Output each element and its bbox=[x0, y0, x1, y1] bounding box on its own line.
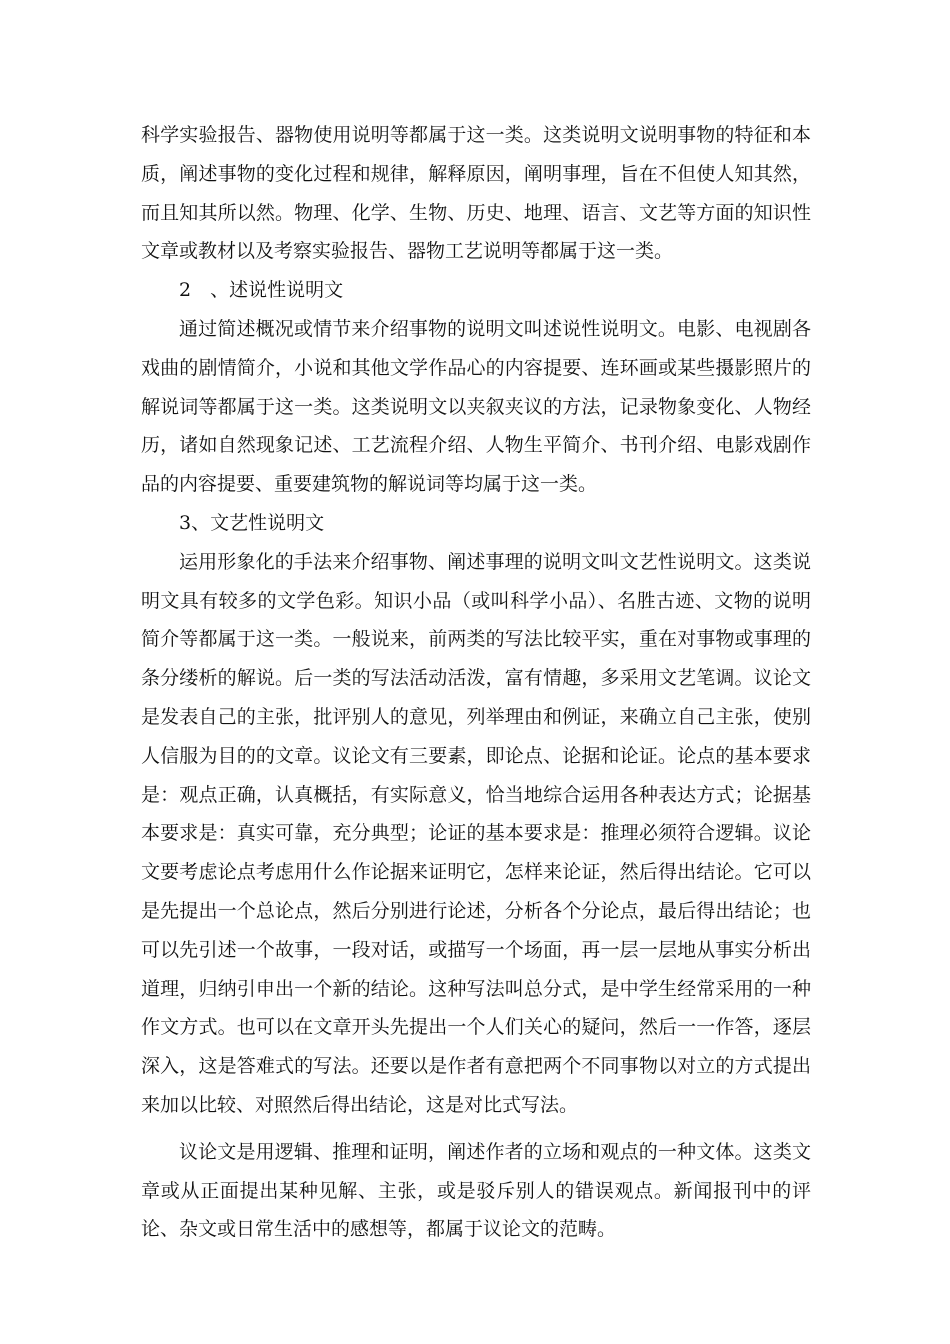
section-heading-3: 3、文艺性说明文 bbox=[179, 511, 325, 534]
section-heading-2: 2 、述说性说明文 bbox=[179, 279, 344, 302]
paragraph-descriptive-exposition: 通过简述概况或情节来介绍事物的说明文叫述说性说明文。电影、电视剧各戏曲的剧情简介，小说和其他文学作品心的内容提要、连环画或某些摄影照片的解说词等都属于这一类。这类说明文以夹叙夹议的方法，记录物象变化、人物经历，诸如自然现象记述、工艺流程介绍、人物生平简介、书刊介绍、电影戏剧作品的内容提要、重要建筑物的解说词等均属于这一类。 bbox=[141, 317, 811, 496]
paragraph-argumentative-essay: 议论文是用逻辑、推理和证明，阐述作者的立场和观点的一种文体。这类文章或从正面提出某种见解、主张，或是驳斥别人的错误观点。新闻报刊中的评论、杂文或日常生活中的感想等，都属于议论文的范畴。 bbox=[141, 1140, 811, 1241]
paragraph-continued: 科学实验报告、器物使用说明等都属于这一类。这类说明文说明事物的特征和本质，阐述事物的变化过程和规律，解释原因，阐明事理，旨在不但使人知其然，而且知其所以然。物理、化学、生物、历史、地理、语言、文艺等方面的知识性文章或教材以及考察实验报告、器物工艺说明等都属于这一类。 bbox=[141, 124, 811, 263]
document-body bbox=[141, 116, 811, 1249]
paragraph-literary-exposition: 运用形象化的手法来介绍事物、阐述事理的说明文叫文艺性说明文。这类说明文具有较多的文学色彩。知识小品（或叫科学小品）、名胜古迹、文物的说明简介等都属于这一类。一般说来，前两类的写法比较平实，重在对事物或事理的条分缕析的解说。后一类的写法活动活泼，富有情趣，多采用文艺笔调。议论文是发表自己的主张，批评别人的意见，列举理由和例证，来确立自己主张，使别人信服为目的的文章。议论文有三要素，即论点、论据和论证。论点的基本要求是：观点正确，认真概括，有实际意义，恰当地综合运用各种表达方式；论据基本要求是：真实可靠，充分典型；论证的基本要求是：推理必须符合逻辑。议论文要考虑论点考虑用什么作论据来证明它，怎样来论证，然后得出结论。它可以是先提出一个总论点，然后分别进行论述，分析各个分论点，最后得出结论；也可以先引述一个故事，一段对话，或描写一个场面，再一层一层地从事实分析出道理，归纳引申出一个新的结论。这种写法叫总分式，是中学生经常采用的一种作文方式。也可以在文章开头先提出一个人们关心的疑问，然后一一作答，逐层深入，这是答难式的写法。还要以是作者有意把两个不同事物以对立的方式提出来加以比较、对照然后得出结论，这是对比式写法。 bbox=[141, 550, 811, 1116]
